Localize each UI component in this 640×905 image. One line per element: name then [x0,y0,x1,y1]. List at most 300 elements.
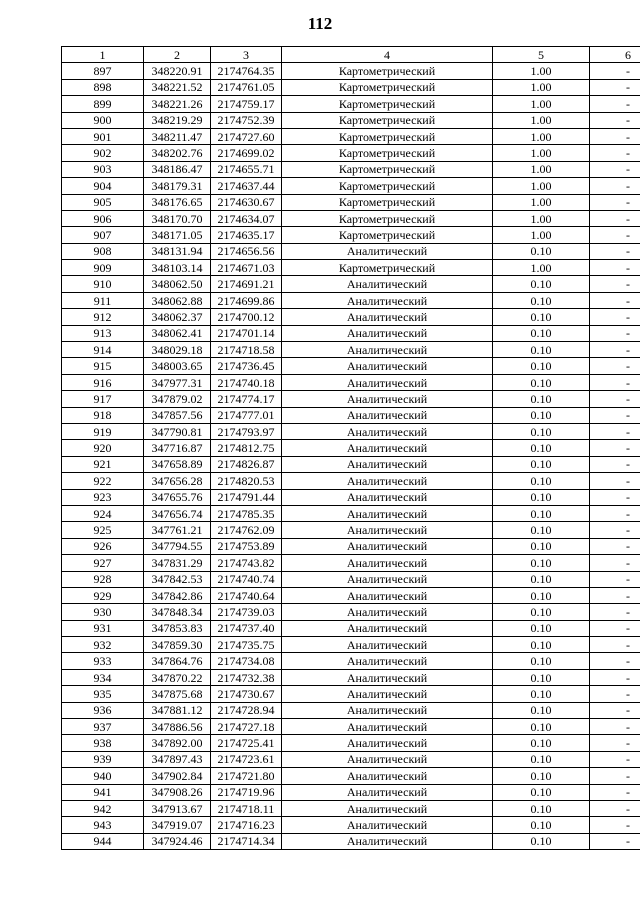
point-number-cell: 937 [62,719,144,735]
x-coordinate-cell: 348211.47 [144,128,211,144]
point-number-cell: 927 [62,555,144,571]
accuracy-cell: 1.00 [493,128,590,144]
note-cell: - [590,522,640,538]
accuracy-cell: 1.00 [493,210,590,226]
note-cell: - [590,112,640,128]
x-coordinate-cell: 347857.56 [144,407,211,423]
note-cell: - [590,489,640,505]
page-number: 112 [307,14,333,33]
x-coordinate-cell: 347831.29 [144,555,211,571]
method-cell: Аналитический [282,620,493,636]
header-cell-5: 5 [493,47,590,63]
x-coordinate-cell: 348221.26 [144,96,211,112]
table-row [62,571,640,587]
accuracy-cell: 0.10 [493,653,590,669]
point-number-cell: 926 [62,538,144,554]
table-row [62,63,640,79]
method-cell: Картометрический [282,63,493,79]
table-row [62,473,640,489]
table-row [62,440,640,456]
accuracy-cell: 0.10 [493,833,590,849]
point-number-cell: 913 [62,325,144,341]
table-row [62,342,640,358]
point-number-cell: 929 [62,587,144,603]
accuracy-cell: 0.10 [493,505,590,521]
y-coordinate-cell: 2174719.96 [211,784,282,800]
x-coordinate-cell: 347842.53 [144,571,211,587]
x-coordinate-cell: 347870.22 [144,669,211,685]
x-coordinate-cell: 348179.31 [144,178,211,194]
method-cell: Картометрический [282,161,493,177]
note-cell: - [590,260,640,276]
y-coordinate-cell: 2174635.17 [211,227,282,243]
accuracy-cell: 0.10 [493,456,590,472]
x-coordinate-cell: 347794.55 [144,538,211,554]
point-number-cell: 899 [62,96,144,112]
note-cell: - [590,79,640,95]
table-row [62,833,640,849]
x-coordinate-cell: 347977.31 [144,374,211,390]
note-cell: - [590,342,640,358]
y-coordinate-cell: 2174826.87 [211,456,282,472]
point-number-cell: 940 [62,768,144,784]
method-cell: Аналитический [282,489,493,505]
y-coordinate-cell: 2174761.05 [211,79,282,95]
y-coordinate-cell: 2174740.74 [211,571,282,587]
method-cell: Аналитический [282,505,493,521]
y-coordinate-cell: 2174730.67 [211,686,282,702]
point-number-cell: 941 [62,784,144,800]
note-cell: - [590,555,640,571]
method-cell: Аналитический [282,571,493,587]
method-cell: Картометрический [282,79,493,95]
method-cell: Картометрический [282,128,493,144]
accuracy-cell: 0.10 [493,473,590,489]
method-cell: Аналитический [282,686,493,702]
point-number-cell: 912 [62,309,144,325]
method-cell: Аналитический [282,456,493,472]
method-cell: Аналитический [282,423,493,439]
x-coordinate-cell: 347875.68 [144,686,211,702]
accuracy-cell: 0.10 [493,669,590,685]
point-number-cell: 925 [62,522,144,538]
accuracy-cell: 1.00 [493,96,590,112]
method-cell: Аналитический [282,637,493,653]
x-coordinate-cell: 347919.07 [144,817,211,833]
point-number-cell: 934 [62,669,144,685]
method-cell: Аналитический [282,817,493,833]
accuracy-cell: 0.10 [493,751,590,767]
point-number-cell: 939 [62,751,144,767]
table-row [62,587,640,603]
point-number-cell: 936 [62,702,144,718]
table-row [62,456,640,472]
note-cell: - [590,161,640,177]
accuracy-cell: 0.10 [493,276,590,292]
note-cell: - [590,194,640,210]
note-cell: - [590,456,640,472]
y-coordinate-cell: 2174728.94 [211,702,282,718]
y-coordinate-cell: 2174777.01 [211,407,282,423]
y-coordinate-cell: 2174691.21 [211,276,282,292]
x-coordinate-cell: 347886.56 [144,719,211,735]
note-cell: - [590,604,640,620]
method-cell: Аналитический [282,784,493,800]
method-cell: Картометрический [282,112,493,128]
y-coordinate-cell: 2174762.09 [211,522,282,538]
header-cell-3: 3 [211,47,282,63]
point-number-cell: 897 [62,63,144,79]
note-cell: - [590,309,640,325]
y-coordinate-cell: 2174793.97 [211,423,282,439]
y-coordinate-cell: 2174701.14 [211,325,282,341]
accuracy-cell: 0.10 [493,587,590,603]
method-cell: Аналитический [282,538,493,554]
x-coordinate-cell: 348202.76 [144,145,211,161]
table-row [62,800,640,816]
x-coordinate-cell: 348221.52 [144,79,211,95]
point-number-cell: 902 [62,145,144,161]
y-coordinate-cell: 2174764.35 [211,63,282,79]
table-body [62,63,640,850]
y-coordinate-cell: 2174785.35 [211,505,282,521]
point-number-cell: 900 [62,112,144,128]
point-number-cell: 914 [62,342,144,358]
y-coordinate-cell: 2174716.23 [211,817,282,833]
y-coordinate-cell: 2174774.17 [211,391,282,407]
note-cell: - [590,423,640,439]
table-row [62,620,640,636]
note-cell: - [590,96,640,112]
method-cell: Аналитический [282,555,493,571]
accuracy-cell: 0.10 [493,637,590,653]
method-cell: Аналитический [282,669,493,685]
note-cell: - [590,653,640,669]
y-coordinate-cell: 2174732.38 [211,669,282,685]
method-cell: Аналитический [282,243,493,259]
note-cell: - [590,833,640,849]
table-row [62,210,640,226]
y-coordinate-cell: 2174727.18 [211,719,282,735]
accuracy-cell: 0.10 [493,620,590,636]
accuracy-cell: 0.10 [493,571,590,587]
note-cell: - [590,768,640,784]
header-row [62,47,640,63]
header-cell-4: 4 [282,47,493,63]
note-cell: - [590,145,640,161]
x-coordinate-cell: 347853.83 [144,620,211,636]
accuracy-cell: 0.10 [493,309,590,325]
y-coordinate-cell: 2174721.80 [211,768,282,784]
table-row [62,505,640,521]
y-coordinate-cell: 2174671.03 [211,260,282,276]
x-coordinate-cell: 347848.34 [144,604,211,620]
x-coordinate-cell: 347859.30 [144,637,211,653]
point-number-cell: 901 [62,128,144,144]
point-number-cell: 942 [62,800,144,816]
method-cell: Аналитический [282,768,493,784]
table-row [62,309,640,325]
method-cell: Аналитический [282,800,493,816]
note-cell: - [590,620,640,636]
table-row [62,358,640,374]
method-cell: Картометрический [282,194,493,210]
table-row [62,719,640,735]
y-coordinate-cell: 2174734.08 [211,653,282,669]
method-cell: Аналитический [282,342,493,358]
accuracy-cell: 0.10 [493,358,590,374]
table-row [62,555,640,571]
y-coordinate-cell: 2174759.17 [211,96,282,112]
y-coordinate-cell: 2174714.34 [211,833,282,849]
table-row [62,735,640,751]
x-coordinate-cell: 348003.65 [144,358,211,374]
table-row [62,686,640,702]
accuracy-cell: 1.00 [493,161,590,177]
x-coordinate-cell: 347881.12 [144,702,211,718]
point-number-cell: 938 [62,735,144,751]
table-row [62,79,640,95]
method-cell: Картометрический [282,210,493,226]
table-row [62,145,640,161]
y-coordinate-cell: 2174637.44 [211,178,282,194]
accuracy-cell: 0.10 [493,604,590,620]
table-row [62,637,640,653]
note-cell: - [590,686,640,702]
table-row [62,178,640,194]
point-number-cell: 923 [62,489,144,505]
method-cell: Аналитический [282,833,493,849]
header-cell-2: 2 [144,47,211,63]
method-cell: Картометрический [282,260,493,276]
accuracy-cell: 0.10 [493,325,590,341]
point-number-cell: 919 [62,423,144,439]
point-number-cell: 909 [62,260,144,276]
x-coordinate-cell: 347924.46 [144,833,211,849]
y-coordinate-cell: 2174699.86 [211,292,282,308]
table-row [62,751,640,767]
accuracy-cell: 0.10 [493,686,590,702]
accuracy-cell: 1.00 [493,79,590,95]
method-cell: Аналитический [282,702,493,718]
x-coordinate-cell: 347842.86 [144,587,211,603]
header-cell-6: 6 [590,47,640,63]
accuracy-cell: 1.00 [493,112,590,128]
note-cell: - [590,702,640,718]
x-coordinate-cell: 348062.37 [144,309,211,325]
method-cell: Картометрический [282,227,493,243]
method-cell: Аналитический [282,735,493,751]
y-coordinate-cell: 2174740.18 [211,374,282,390]
accuracy-cell: 0.10 [493,423,590,439]
note-cell: - [590,128,640,144]
table-row [62,391,640,407]
header-cell-1: 1 [62,47,144,63]
note-cell: - [590,292,640,308]
x-coordinate-cell: 347864.76 [144,653,211,669]
point-number-cell: 944 [62,833,144,849]
y-coordinate-cell: 2174740.64 [211,587,282,603]
method-cell: Картометрический [282,145,493,161]
note-cell: - [590,63,640,79]
method-cell: Аналитический [282,358,493,374]
note-cell: - [590,637,640,653]
x-coordinate-cell: 347656.28 [144,473,211,489]
method-cell: Аналитический [282,309,493,325]
y-coordinate-cell: 2174735.75 [211,637,282,653]
point-number-cell: 916 [62,374,144,390]
x-coordinate-cell: 347879.02 [144,391,211,407]
point-number-cell: 921 [62,456,144,472]
note-cell: - [590,178,640,194]
point-number-cell: 920 [62,440,144,456]
table-row [62,702,640,718]
point-number-cell: 924 [62,505,144,521]
accuracy-cell: 0.10 [493,391,590,407]
table-row [62,407,640,423]
accuracy-cell: 1.00 [493,260,590,276]
method-cell: Аналитический [282,276,493,292]
point-number-cell: 943 [62,817,144,833]
table-row [62,128,640,144]
x-coordinate-cell: 347790.81 [144,423,211,439]
accuracy-cell: 0.10 [493,735,590,751]
y-coordinate-cell: 2174727.60 [211,128,282,144]
method-cell: Аналитический [282,522,493,538]
accuracy-cell: 0.10 [493,719,590,735]
point-number-cell: 908 [62,243,144,259]
x-coordinate-cell: 347913.67 [144,800,211,816]
point-number-cell: 905 [62,194,144,210]
note-cell: - [590,407,640,423]
accuracy-cell: 0.10 [493,817,590,833]
point-number-cell: 907 [62,227,144,243]
x-coordinate-cell: 347656.74 [144,505,211,521]
y-coordinate-cell: 2174791.44 [211,489,282,505]
note-cell: - [590,440,640,456]
y-coordinate-cell: 2174739.03 [211,604,282,620]
x-coordinate-cell: 348170.70 [144,210,211,226]
note-cell: - [590,800,640,816]
point-number-cell: 917 [62,391,144,407]
method-cell: Аналитический [282,653,493,669]
point-number-cell: 928 [62,571,144,587]
y-coordinate-cell: 2174725.41 [211,735,282,751]
table-row [62,194,640,210]
y-coordinate-cell: 2174743.82 [211,555,282,571]
point-number-cell: 922 [62,473,144,489]
point-number-cell: 898 [62,79,144,95]
method-cell: Аналитический [282,604,493,620]
accuracy-cell: 0.10 [493,538,590,554]
table-row [62,817,640,833]
point-number-cell: 935 [62,686,144,702]
table-row [62,538,640,554]
x-coordinate-cell: 348176.65 [144,194,211,210]
table-row [62,768,640,784]
accuracy-cell: 0.10 [493,489,590,505]
method-cell: Аналитический [282,325,493,341]
accuracy-cell: 0.10 [493,243,590,259]
x-coordinate-cell: 348062.50 [144,276,211,292]
point-number-cell: 931 [62,620,144,636]
x-coordinate-cell: 348171.05 [144,227,211,243]
x-coordinate-cell: 348029.18 [144,342,211,358]
y-coordinate-cell: 2174699.02 [211,145,282,161]
coordinates-table [61,46,640,850]
table-row [62,276,640,292]
note-cell: - [590,325,640,341]
note-cell: - [590,538,640,554]
x-coordinate-cell: 348220.91 [144,63,211,79]
table-row [62,96,640,112]
method-cell: Аналитический [282,407,493,423]
note-cell: - [590,817,640,833]
y-coordinate-cell: 2174656.56 [211,243,282,259]
accuracy-cell: 1.00 [493,178,590,194]
method-cell: Аналитический [282,292,493,308]
method-cell: Аналитический [282,587,493,603]
method-cell: Аналитический [282,719,493,735]
x-coordinate-cell: 348186.47 [144,161,211,177]
table-row [62,227,640,243]
accuracy-cell: 0.10 [493,407,590,423]
note-cell: - [590,669,640,685]
point-number-cell: 906 [62,210,144,226]
note-cell: - [590,719,640,735]
x-coordinate-cell: 347655.76 [144,489,211,505]
x-coordinate-cell: 348131.94 [144,243,211,259]
x-coordinate-cell: 348103.14 [144,260,211,276]
table-row [62,325,640,341]
accuracy-cell: 0.10 [493,768,590,784]
note-cell: - [590,391,640,407]
accuracy-cell: 0.10 [493,784,590,800]
accuracy-cell: 1.00 [493,145,590,161]
x-coordinate-cell: 347908.26 [144,784,211,800]
x-coordinate-cell: 348062.88 [144,292,211,308]
note-cell: - [590,505,640,521]
note-cell: - [590,358,640,374]
method-cell: Аналитический [282,374,493,390]
method-cell: Картометрический [282,178,493,194]
point-number-cell: 910 [62,276,144,292]
note-cell: - [590,587,640,603]
x-coordinate-cell: 348219.29 [144,112,211,128]
accuracy-cell: 0.10 [493,440,590,456]
point-number-cell: 915 [62,358,144,374]
x-coordinate-cell: 347716.87 [144,440,211,456]
y-coordinate-cell: 2174736.45 [211,358,282,374]
x-coordinate-cell: 347761.21 [144,522,211,538]
table-row [62,423,640,439]
note-cell: - [590,276,640,292]
y-coordinate-cell: 2174655.71 [211,161,282,177]
table-row [62,292,640,308]
x-coordinate-cell: 347658.89 [144,456,211,472]
table-row [62,522,640,538]
table-row [62,161,640,177]
accuracy-cell: 0.10 [493,292,590,308]
table-row [62,489,640,505]
y-coordinate-cell: 2174820.53 [211,473,282,489]
y-coordinate-cell: 2174752.39 [211,112,282,128]
y-coordinate-cell: 2174718.11 [211,800,282,816]
point-number-cell: 932 [62,637,144,653]
x-coordinate-cell: 347897.43 [144,751,211,767]
y-coordinate-cell: 2174723.61 [211,751,282,767]
table-row [62,784,640,800]
